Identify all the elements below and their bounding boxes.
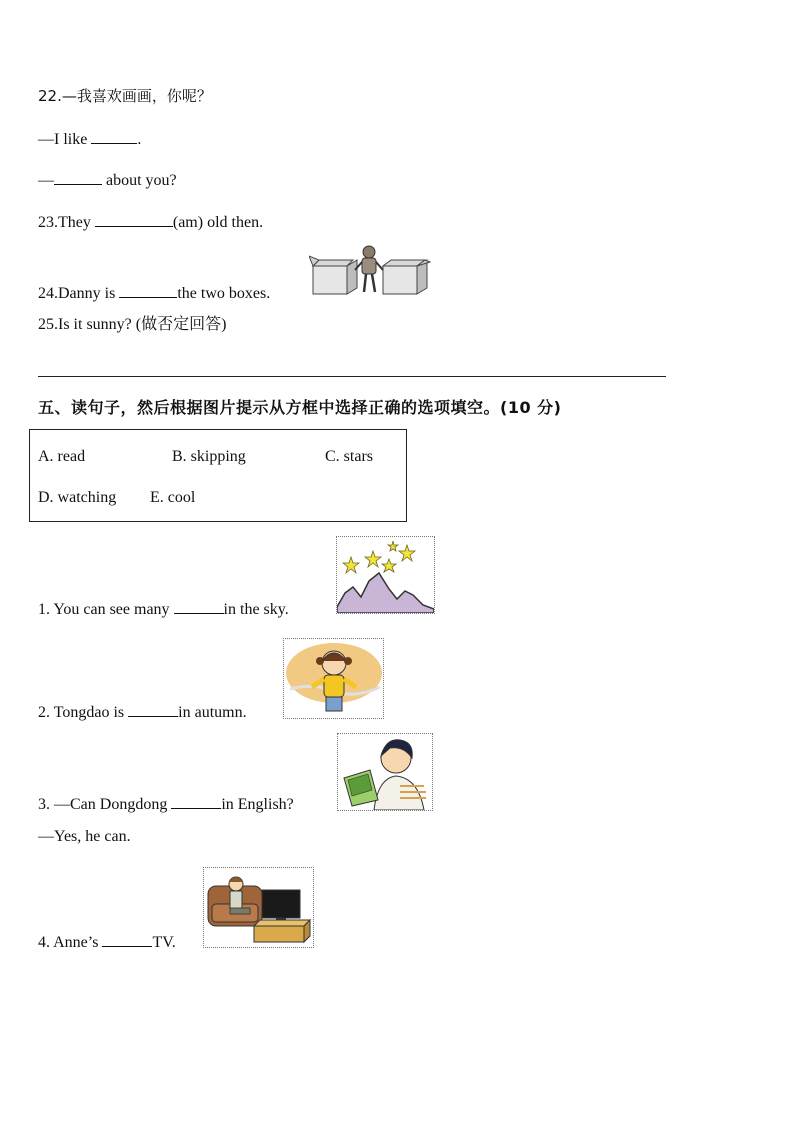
boy-between-boxes-picture (309, 242, 431, 300)
options-box (29, 429, 407, 522)
girl-watching-tv-picture (203, 867, 314, 948)
q22-line2-prefix: — (38, 172, 54, 189)
answer-blank[interactable] (91, 129, 137, 144)
q23-prefix: 23.They (38, 214, 95, 231)
item4-line (38, 932, 176, 953)
item4-prefix: 4. Anne’s (38, 934, 103, 951)
answer-blank[interactable] (102, 932, 152, 947)
boy-reading-book-picture (337, 733, 433, 811)
item2-prefix: 2. Tongdao is (38, 704, 129, 721)
q23-suffix: (am) old then. (172, 214, 264, 231)
option-a: A. read (38, 448, 86, 465)
q25-text: 25.Is it sunny? (做否定回答) (38, 316, 227, 333)
answer-blank[interactable] (95, 212, 173, 227)
answer-blank[interactable] (128, 702, 178, 717)
q22-line1-suffix: . (137, 131, 142, 148)
item3-reply: —Yes, he can. (38, 828, 131, 845)
item1-prefix: 1. You can see many (38, 601, 174, 618)
q24-line (38, 283, 270, 304)
q24-suffix: the two boxes. (177, 285, 271, 302)
q24-prefix: 24.Danny is (38, 285, 120, 302)
option-e: E. cool (150, 489, 196, 506)
item2-suffix: in autumn. (178, 704, 247, 721)
option-c: C. stars (325, 448, 373, 465)
answer-blank[interactable] (171, 794, 221, 809)
answer-blank[interactable] (119, 283, 177, 298)
item3-suffix: in English? (221, 796, 294, 813)
girl-in-wind-picture (283, 638, 384, 719)
stars-over-mountains-picture (336, 536, 435, 614)
q25-answer-line[interactable] (38, 376, 666, 377)
q23-line (38, 212, 263, 233)
item3-prefix: 3. —Can Dongdong (38, 796, 172, 813)
section5-heading: 五、读句子，然后根据图片提示从方框中选择正确的选项填空。(10 分) (38, 398, 562, 417)
answer-blank[interactable] (174, 599, 224, 614)
q22-line1-prefix: —I like (38, 131, 92, 148)
q22-prompt: 22.—我喜欢画画，你呢？ (38, 87, 212, 105)
q22-line2 (38, 170, 177, 191)
q22-line2-suffix: about you? (102, 172, 177, 189)
option-b: B. skipping (172, 448, 246, 465)
item4-suffix: TV. (152, 934, 176, 951)
item1-suffix: in the sky. (223, 601, 289, 618)
item1-line (38, 599, 289, 620)
option-d: D. watching (38, 489, 117, 506)
q25-line (38, 315, 226, 335)
item2-line (38, 702, 247, 723)
item3-line (38, 794, 294, 815)
q22-line1 (38, 129, 141, 150)
answer-blank[interactable] (54, 170, 102, 185)
